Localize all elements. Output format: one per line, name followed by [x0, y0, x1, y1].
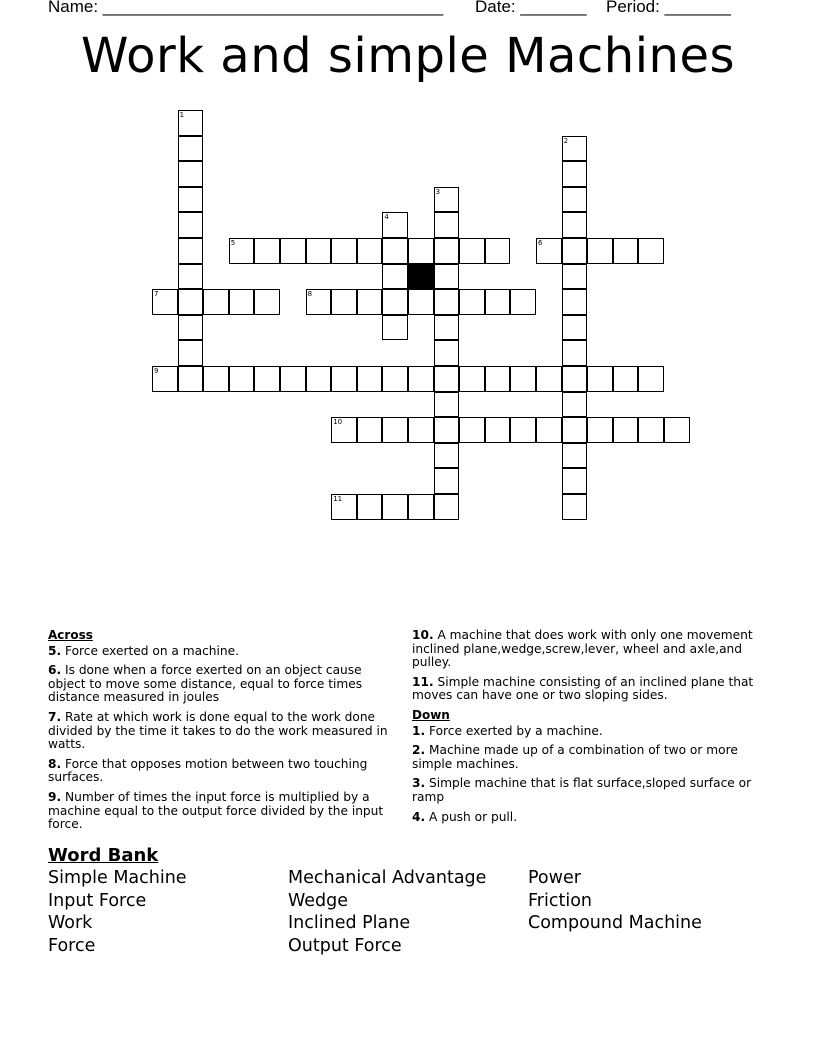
crossword-cell [357, 494, 383, 520]
crossword-cell [434, 212, 460, 238]
crossword-cell [357, 289, 383, 315]
clue-down-3: 3. Simple machine that is flat surface,sloped surface or ramp [412, 776, 752, 804]
crossword-cell [178, 161, 204, 187]
page-title: Work and simple Machines [81, 28, 735, 84]
crossword-cell [434, 443, 460, 469]
crossword-cell [331, 238, 357, 264]
clue-across-10: 10. A machine that does work with only one movement inclined plane,wedge,screw,lever, wheel and axle,and pulley. [412, 628, 753, 670]
crossword-cell [664, 417, 690, 443]
crossword-cell [382, 264, 408, 290]
clue-across-11: 11. Simple machine consisting of an inclined plane that moves can have one or two sloping sides. [412, 674, 754, 703]
crossword-cell [562, 417, 588, 443]
crossword-cell [510, 289, 536, 315]
crossword-cell [459, 417, 485, 443]
crossword-cell [562, 264, 588, 290]
clue-across-9: 9. Number of times the input force is multiplied by a machine equal to the output force divided by the input force. [48, 789, 384, 832]
clue-down-1: 1. Force exerted by a machine. [412, 723, 603, 738]
crossword-cell [382, 494, 408, 520]
crossword-cell [408, 494, 434, 520]
crossword-cell [408, 238, 434, 264]
crossword-cell [382, 417, 408, 443]
crossword-cell [178, 212, 204, 238]
crossword-cell [331, 494, 357, 520]
crossword-cell [229, 238, 255, 264]
crossword-cell [306, 238, 332, 264]
clue-number: 6 [538, 239, 543, 247]
crossword-cell [434, 468, 460, 494]
crossword-cell [331, 417, 357, 443]
crossword-cell [178, 187, 204, 213]
crossword-cell [459, 289, 485, 315]
crossword-cell [562, 161, 588, 187]
crossword-cell [357, 417, 383, 443]
crossword-cell [254, 289, 280, 315]
clue-across-8: 8. Force that opposes motion between two touching surfaces. [48, 756, 368, 785]
crossword-cell [152, 366, 178, 392]
crossword-cell [562, 238, 588, 264]
clue-across-7: 7. Rate at which work is done equal to the work done divided by the time it takes to do the work measured in watts. [48, 709, 388, 752]
across-heading: Across [48, 628, 93, 642]
crossword-cell [434, 315, 460, 341]
clue-number: 2 [563, 136, 569, 145]
crossword-cell [562, 315, 588, 341]
crossword-cell [587, 366, 613, 392]
black-square [408, 264, 434, 290]
crossword-cell [254, 366, 280, 392]
crossword-cell [562, 289, 588, 315]
down-heading: Down [412, 707, 450, 722]
crossword-cell [562, 468, 588, 494]
crossword-cell [510, 366, 536, 392]
crossword-cell [178, 136, 204, 162]
crossword-cell [434, 264, 460, 290]
clue-number: 10 [333, 418, 343, 427]
crossword-cell [178, 264, 204, 290]
crossword-cell [306, 289, 332, 315]
crossword-cell [459, 366, 485, 392]
crossword-cell [562, 212, 588, 238]
word-bank-item: Force [48, 936, 96, 956]
crossword-cell [152, 289, 178, 315]
date-field: Date: _______ [475, 0, 587, 16]
crossword-cell [434, 494, 460, 520]
crossword-cell [613, 366, 639, 392]
crossword-cell [178, 110, 204, 136]
crossword-cell [178, 340, 204, 366]
word-bank-item: Output Force [288, 936, 402, 956]
crossword-cell [178, 289, 204, 315]
crossword-cell [587, 238, 613, 264]
crossword-cell [382, 366, 408, 392]
crossword-cell [485, 417, 511, 443]
more-clues [412, 629, 768, 830]
clue-down-2: 2. Machine made up of a combination of two or more simple machines. [412, 743, 738, 771]
crossword-cell [562, 392, 588, 418]
crossword-cell [382, 212, 408, 238]
crossword-cell [306, 366, 332, 392]
word-bank-item: Friction [528, 891, 592, 911]
crossword-cell [203, 289, 229, 315]
crossword-cell [280, 238, 306, 264]
across-clues [48, 629, 388, 838]
clue-across-6: 6. Is done when a force exerted on an object cause object to move some distance, equal to force times distance measured in joules [48, 663, 363, 705]
crossword-cell [562, 366, 588, 392]
clue-number: 5 [230, 239, 236, 247]
crossword-cell [382, 238, 408, 264]
word-bank-item: Power [528, 868, 581, 888]
crossword-cell [408, 289, 434, 315]
crossword-cell [613, 417, 639, 443]
crossword-cell [562, 340, 588, 366]
crossword-cell [229, 366, 255, 392]
crossword-cell [331, 289, 357, 315]
word-bank-item: Mechanical Advantage [288, 868, 487, 888]
word-bank-item: Simple Machine [48, 868, 187, 888]
crossword-cell [638, 238, 664, 264]
crossword-cell [229, 289, 255, 315]
crossword-cell [562, 136, 588, 162]
crossword-cell [254, 238, 280, 264]
crossword-cell [613, 238, 639, 264]
crossword-cell [382, 289, 408, 315]
word-bank-item: Compound Machine [528, 913, 702, 933]
clue-number: 7 [154, 290, 159, 299]
word-bank-item: Work [48, 913, 93, 933]
crossword-cell [434, 340, 460, 366]
crossword-cell [485, 238, 511, 264]
crossword-cell [562, 494, 588, 520]
crossword-cell [485, 366, 511, 392]
crossword-cell [434, 392, 460, 418]
crossword-cell [434, 238, 460, 264]
crossword-cell [536, 417, 562, 443]
crossword-cell [485, 289, 511, 315]
clue-number: 4 [384, 213, 389, 222]
crossword-cell [459, 238, 485, 264]
clue-number: 3 [435, 187, 441, 196]
crossword-cell [178, 366, 204, 392]
crossword-cell [331, 366, 357, 392]
period-field: Period: _______ [606, 0, 731, 16]
crossword-cell [434, 187, 460, 213]
word-bank-title: Word Bank [48, 845, 159, 866]
crossword-cell [434, 417, 460, 443]
clue-across-5: 5. Force exerted on a machine. [48, 643, 240, 658]
clue-number: 9 [154, 367, 159, 375]
clue-number: 1 [179, 111, 185, 119]
crossword-cell [562, 187, 588, 213]
crossword-cell [382, 315, 408, 341]
clue-down-4: 4. A push or pull. [412, 809, 518, 824]
crossword-cell [280, 366, 306, 392]
word-bank-item: Wedge [288, 891, 349, 911]
crossword-cell [178, 238, 204, 264]
crossword-cell [357, 366, 383, 392]
crossword-cell [638, 417, 664, 443]
crossword-cell [562, 443, 588, 469]
crossword-cell [587, 417, 613, 443]
clue-number: 8 [307, 290, 313, 299]
word-bank-item: Input Force [48, 891, 147, 911]
crossword-cell [434, 289, 460, 315]
word-bank-item: Inclined Plane [288, 913, 411, 933]
crossword-cell [408, 417, 434, 443]
crossword-cell [510, 417, 536, 443]
crossword-cell [434, 366, 460, 392]
clue-number: 11 [333, 495, 343, 503]
crossword-cell [178, 315, 204, 341]
crossword-cell [203, 366, 229, 392]
crossword-cell [357, 238, 383, 264]
crossword-cell [408, 366, 434, 392]
crossword-cell [536, 238, 562, 264]
name-field: Name: ____________________________________ [48, 0, 444, 16]
crossword-cell [638, 366, 664, 392]
crossword-cell [536, 366, 562, 392]
